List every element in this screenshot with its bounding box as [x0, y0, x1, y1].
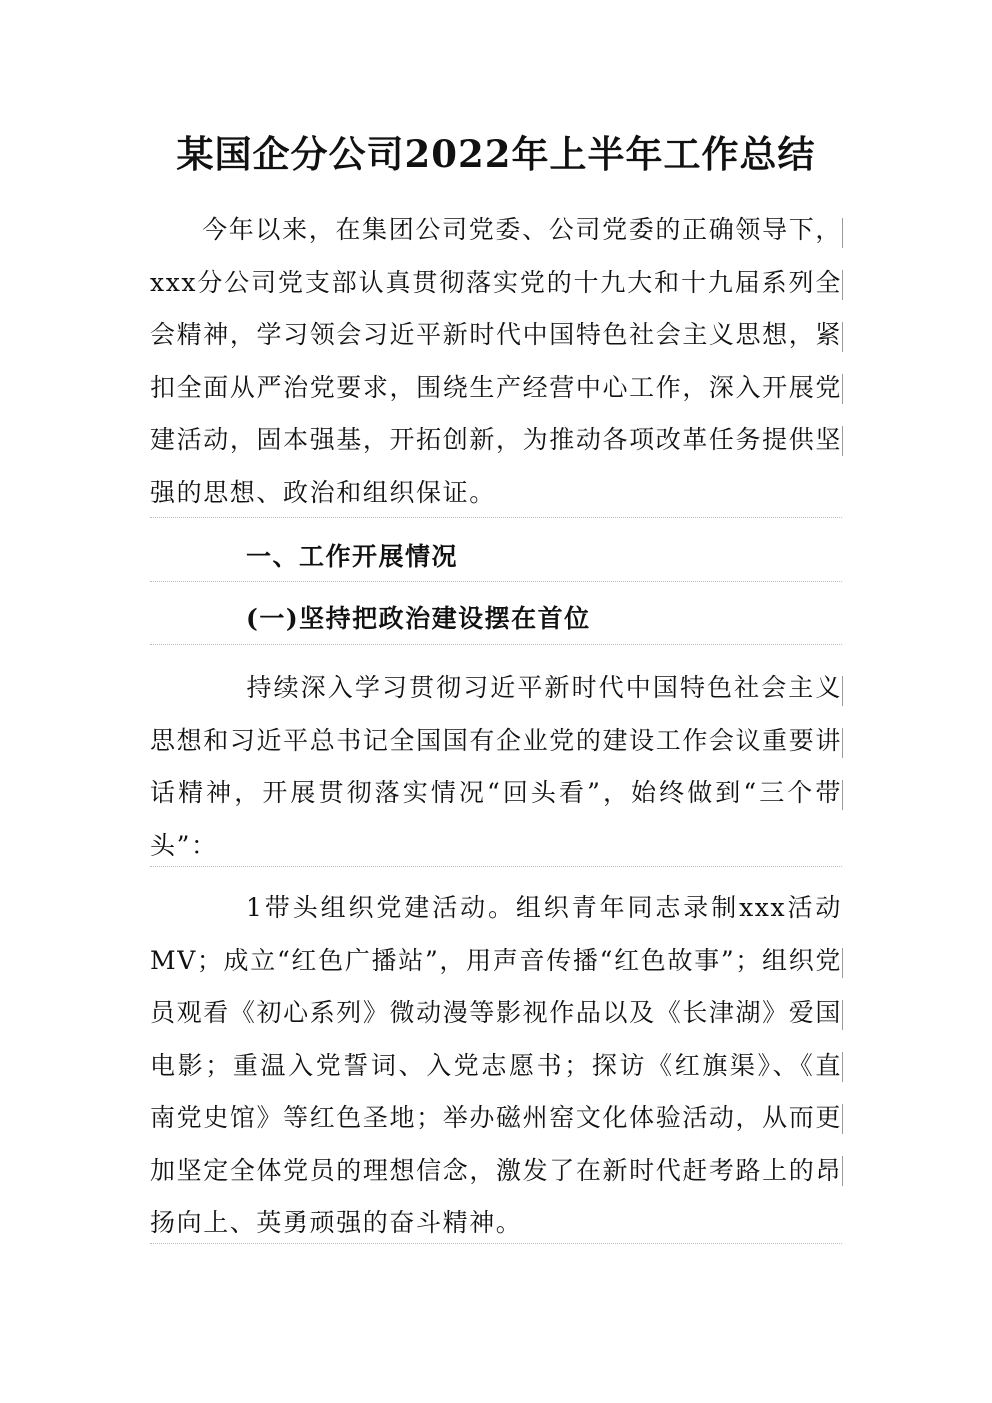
paragraph-divider — [150, 581, 842, 582]
section-heading: 一、工作开展情况 — [246, 542, 459, 571]
paragraph-divider — [150, 517, 842, 518]
line-end-marker — [842, 426, 843, 456]
paragraph-text: 持续深入学习贯彻习近平新时代中国特色社会主义思想和习近平总书记全国国有企业党的建设工作会议重要讲话精神，开展贯彻落实情况“回头看”，始终做到“三个带头”： — [150, 673, 842, 860]
line-end-marker — [842, 1104, 843, 1134]
line-end-marker — [842, 728, 843, 758]
intro-paragraph — [150, 204, 842, 519]
subsection-heading: (一)坚持把政治建设摆在首位 — [246, 604, 591, 633]
document-title: 某国企分公司2022年上半年工作总结 — [176, 132, 816, 176]
line-end-marker — [842, 780, 843, 810]
line-end-marker — [842, 374, 843, 404]
paragraph-divider — [150, 644, 842, 645]
paragraph-divider — [150, 1243, 842, 1244]
paragraph-divider — [150, 866, 842, 867]
line-end-marker — [842, 676, 843, 706]
intro-text: 今年以来，在集团公司党委、公司党委的正确领导下，xxx分公司党支部认真贯彻落实党的十九大和十九届系列全会精神，学习领会习近平新时代中国特色社会主义思想，紧扣全面从严治党要求，围绕生产经营中心工作，深入开展党建活动，固本强基，开拓创新，为推动各项改革任务提供坚强的思想、政治和组织保证。 — [150, 215, 842, 507]
line-end-marker — [842, 218, 843, 248]
line-end-marker — [842, 1156, 843, 1186]
line-end-marker — [842, 270, 843, 300]
line-end-marker — [842, 1052, 843, 1082]
body-paragraph — [150, 882, 842, 1250]
paragraph-text: 1带头组织党建活动。组织青年同志录制xxx活动MV；成立“红色广播站”，用声音传播“红色故事”；组织党员观看《初心系列》微动漫等影视作品以及《长津湖》爱国电影；重温入党誓词、入党志愿书；探访《红旗渠》、《直南党史馆》等红色圣地；举办磁州窑文化体验活动，从而更加坚定全体党员的理想信念，激发了在新时代赶考路上的昂扬向上、英勇顽强的奋斗精神。 — [150, 893, 842, 1237]
body-paragraph — [150, 662, 842, 872]
line-end-marker — [842, 1000, 843, 1030]
line-end-marker — [842, 322, 843, 352]
line-end-marker — [842, 948, 843, 978]
